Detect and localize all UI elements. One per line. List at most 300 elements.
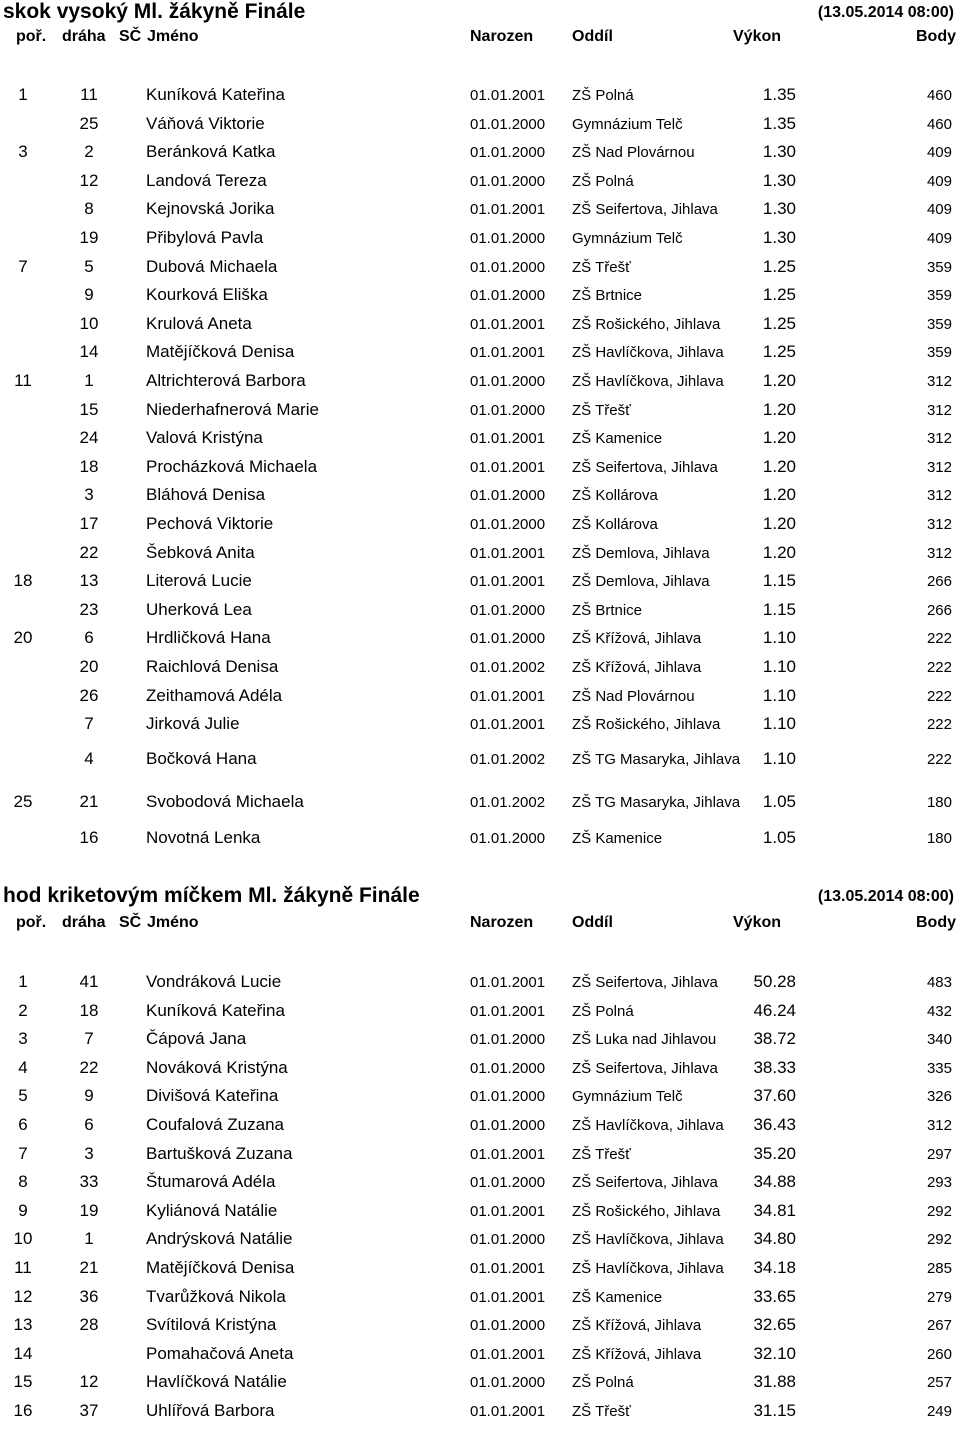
cell-draha: 16 bbox=[79, 828, 99, 847]
cell-oddil: ZŠ Havlíčkova, Jihlava bbox=[572, 1260, 724, 1277]
cell-jmeno: Nováková Kristýna bbox=[146, 1058, 288, 1077]
cell-jmeno: Svítilová Kristýna bbox=[146, 1315, 277, 1334]
cell-narozen: 01.01.2000 bbox=[470, 287, 546, 304]
cell-jmeno: Novotná Lenka bbox=[146, 828, 261, 847]
cell-vykon: 32.10 bbox=[753, 1344, 796, 1363]
cell-vykon: 1.25 bbox=[762, 314, 796, 333]
cell-narozen: 01.01.2001 bbox=[470, 344, 546, 361]
event-title-line bbox=[0, 0, 960, 26]
cell-jmeno: Raichlová Denisa bbox=[146, 657, 279, 676]
cell-vykon: 36.43 bbox=[753, 1115, 796, 1134]
cell-draha: 3 bbox=[84, 1144, 94, 1163]
table-header bbox=[0, 914, 960, 936]
cell-draha: 6 bbox=[84, 628, 94, 647]
cell-jmeno: Altrichterová Barbora bbox=[146, 371, 306, 390]
cell-vykon: 1.10 bbox=[762, 749, 796, 768]
table-row bbox=[0, 457, 960, 485]
cell-draha: 20 bbox=[79, 657, 99, 676]
cell-oddil: ZŠ Křížová, Jihlava bbox=[572, 659, 702, 676]
cell-por: 5 bbox=[18, 1086, 28, 1105]
cell-narozen: 01.01.2000 bbox=[470, 173, 546, 190]
cell-vykon: 37.60 bbox=[753, 1086, 796, 1105]
cell-draha: 1 bbox=[84, 1229, 94, 1248]
cell-draha: 13 bbox=[79, 571, 99, 590]
cell-draha: 6 bbox=[84, 1115, 94, 1134]
cell-jmeno: Pechová Viktorie bbox=[146, 514, 274, 533]
table-row bbox=[0, 1115, 960, 1143]
event-title-line bbox=[0, 884, 960, 910]
cell-oddil: ZŠ Třešť bbox=[572, 1403, 631, 1420]
cell-vykon: 46.24 bbox=[753, 1001, 796, 1020]
table-row bbox=[0, 199, 960, 227]
cell-por: 11 bbox=[14, 1258, 32, 1277]
cell-por: 3 bbox=[18, 142, 28, 161]
cell-vykon: 50.28 bbox=[753, 972, 796, 991]
cell-body: 222 bbox=[926, 688, 952, 705]
cell-draha: 37 bbox=[79, 1401, 99, 1420]
table-row bbox=[0, 1172, 960, 1200]
cell-body: 222 bbox=[926, 659, 952, 676]
cell-por: 12 bbox=[13, 1287, 33, 1306]
cell-oddil: ZŠ TG Masaryka, Jihlava bbox=[572, 751, 741, 768]
cell-draha: 9 bbox=[84, 1086, 94, 1105]
cell-narozen: 01.01.2001 bbox=[470, 573, 546, 590]
cell-jmeno: Matějíčková Denisa bbox=[146, 342, 295, 361]
cell-narozen: 01.01.2000 bbox=[470, 259, 546, 276]
table-row bbox=[0, 1086, 960, 1114]
table-row bbox=[0, 749, 960, 777]
cell-jmeno: Svobodová Michaela bbox=[146, 792, 304, 811]
cell-draha: 7 bbox=[84, 1029, 94, 1048]
table-row bbox=[0, 85, 960, 113]
cell-body: 409 bbox=[926, 173, 952, 190]
cell-oddil: ZŠ Křížová, Jihlava bbox=[572, 630, 702, 647]
cell-por: 9 bbox=[18, 1201, 28, 1220]
cell-vykon: 1.35 bbox=[762, 85, 796, 104]
event-title: skok vysoký Ml. žákyně Finále bbox=[3, 0, 306, 23]
cell-narozen: 01.01.2001 bbox=[470, 87, 546, 104]
cell-oddil: ZŠ Polná bbox=[572, 173, 634, 190]
cell-draha: 21 bbox=[79, 792, 99, 811]
cell-vykon: 1.20 bbox=[762, 514, 796, 533]
cell-body: 335 bbox=[926, 1060, 952, 1077]
table-row bbox=[0, 171, 960, 199]
cell-jmeno: Uhlířová Barbora bbox=[146, 1401, 275, 1420]
cell-oddil: ZŠ Havlíčkova, Jihlava bbox=[572, 373, 724, 390]
cell-vykon: 1.35 bbox=[762, 114, 796, 133]
cell-jmeno: Andrýsková Natálie bbox=[146, 1229, 293, 1248]
table-row bbox=[0, 600, 960, 628]
table-row bbox=[0, 1372, 960, 1400]
cell-vykon: 1.25 bbox=[762, 257, 796, 276]
cell-draha: 14 bbox=[79, 342, 99, 361]
cell-body: 460 bbox=[926, 87, 952, 104]
cell-narozen: 01.01.2001 bbox=[470, 1289, 546, 1306]
cell-jmeno: Coufalová Zuzana bbox=[146, 1115, 284, 1134]
table-row bbox=[0, 543, 960, 571]
cell-narozen: 01.01.2001 bbox=[470, 716, 546, 733]
cell-oddil: ZŠ Seifertova, Jihlava bbox=[572, 201, 718, 218]
cell-narozen: 01.01.2000 bbox=[470, 230, 546, 247]
cell-oddil: ZŠ Třešť bbox=[572, 402, 631, 419]
cell-jmeno: Niederhafnerová Marie bbox=[146, 400, 319, 419]
cell-narozen: 01.01.2001 bbox=[470, 974, 546, 991]
cell-body: 460 bbox=[926, 116, 952, 133]
cell-vykon: 1.30 bbox=[762, 199, 796, 218]
cell-narozen: 01.01.2000 bbox=[470, 487, 546, 504]
cell-narozen: 01.01.2001 bbox=[470, 1146, 546, 1163]
cell-oddil: Gymnázium Telč bbox=[572, 230, 683, 247]
cell-oddil: ZŠ Třešť bbox=[572, 1146, 631, 1163]
cell-vykon: 1.15 bbox=[762, 600, 796, 619]
cell-jmeno: Procházková Michaela bbox=[146, 457, 318, 476]
cell-por: 7 bbox=[18, 257, 28, 276]
cell-por: 20 bbox=[13, 628, 33, 647]
cell-vykon: 34.80 bbox=[753, 1229, 796, 1248]
table-row bbox=[0, 1001, 960, 1029]
cell-body: 359 bbox=[926, 259, 952, 276]
header-por: poř. bbox=[16, 914, 47, 931]
cell-narozen: 01.01.2001 bbox=[470, 201, 546, 218]
cell-jmeno: Havlíčková Natálie bbox=[146, 1372, 287, 1391]
cell-body: 359 bbox=[926, 344, 952, 361]
cell-body: 293 bbox=[926, 1174, 952, 1191]
cell-vykon: 31.15 bbox=[753, 1401, 796, 1420]
table-row bbox=[0, 657, 960, 685]
cell-jmeno: Hrdličková Hana bbox=[146, 628, 271, 647]
cell-oddil: ZŠ Demlova, Jihlava bbox=[572, 545, 710, 562]
cell-draha: 11 bbox=[80, 85, 98, 104]
cell-body: 326 bbox=[926, 1088, 952, 1105]
cell-vykon: 1.10 bbox=[762, 714, 796, 733]
cell-draha: 10 bbox=[79, 314, 99, 333]
table-row bbox=[0, 371, 960, 399]
table-row bbox=[0, 792, 960, 820]
cell-narozen: 01.01.2000 bbox=[470, 1374, 546, 1391]
cell-jmeno: Kejnovská Jorika bbox=[146, 199, 275, 218]
cell-narozen: 01.01.2001 bbox=[470, 1346, 546, 1363]
cell-draha: 36 bbox=[79, 1287, 99, 1306]
header-sc: SČ bbox=[119, 914, 142, 931]
cell-body: 312 bbox=[926, 430, 952, 447]
cell-body: 359 bbox=[926, 316, 952, 333]
cell-oddil: Gymnázium Telč bbox=[572, 1088, 683, 1105]
cell-por: 2 bbox=[18, 1001, 28, 1020]
cell-oddil: ZŠ Brtnice bbox=[572, 602, 643, 619]
table-row bbox=[0, 285, 960, 313]
cell-por: 3 bbox=[18, 1029, 28, 1048]
cell-jmeno: Jirková Julie bbox=[146, 714, 240, 733]
cell-por: 16 bbox=[13, 1401, 33, 1420]
cell-jmeno: Landová Tereza bbox=[146, 171, 267, 190]
cell-por: 10 bbox=[13, 1229, 33, 1248]
cell-narozen: 01.01.2002 bbox=[470, 659, 546, 676]
header-vykon: Výkon bbox=[733, 28, 782, 45]
cell-narozen: 01.01.2000 bbox=[470, 373, 546, 390]
cell-body: 267 bbox=[926, 1317, 952, 1334]
cell-jmeno: Uherková Lea bbox=[146, 600, 252, 619]
table-row bbox=[0, 514, 960, 542]
table-header bbox=[0, 28, 960, 50]
cell-oddil: ZŠ Třešť bbox=[572, 259, 631, 276]
table-row bbox=[0, 1144, 960, 1172]
cell-draha: 2 bbox=[84, 142, 94, 161]
table-row bbox=[0, 228, 960, 256]
header-draha: dráha bbox=[62, 914, 106, 931]
cell-draha: 19 bbox=[79, 1201, 99, 1220]
cell-jmeno: Literová Lucie bbox=[146, 571, 252, 590]
cell-draha: 8 bbox=[84, 199, 94, 218]
cell-narozen: 01.01.2000 bbox=[470, 1117, 546, 1134]
cell-oddil: ZŠ Polná bbox=[572, 1003, 634, 1020]
cell-narozen: 01.01.2001 bbox=[470, 316, 546, 333]
table-row bbox=[0, 972, 960, 1000]
cell-vykon: 1.20 bbox=[762, 543, 796, 562]
cell-body: 409 bbox=[926, 144, 952, 161]
cell-jmeno: Dubová Michaela bbox=[146, 257, 278, 276]
cell-oddil: ZŠ Rošického, Jihlava bbox=[572, 716, 721, 733]
cell-oddil: ZŠ Rošického, Jihlava bbox=[572, 316, 721, 333]
cell-oddil: ZŠ Havlíčkova, Jihlava bbox=[572, 1117, 724, 1134]
cell-por: 11 bbox=[14, 371, 32, 390]
cell-vykon: 1.10 bbox=[762, 628, 796, 647]
cell-body: 257 bbox=[926, 1374, 952, 1391]
cell-vykon: 1.20 bbox=[762, 485, 796, 504]
cell-body: 285 bbox=[926, 1260, 952, 1277]
table-row bbox=[0, 1058, 960, 1086]
cell-jmeno: Valová Kristýna bbox=[146, 428, 263, 447]
cell-jmeno: Bláhová Denisa bbox=[146, 485, 266, 504]
header-vykon: Výkon bbox=[733, 914, 782, 931]
cell-por: 18 bbox=[13, 571, 33, 590]
cell-narozen: 01.01.2000 bbox=[470, 1088, 546, 1105]
cell-por: 8 bbox=[18, 1172, 28, 1191]
cell-narozen: 01.01.2001 bbox=[470, 459, 546, 476]
cell-body: 266 bbox=[926, 573, 952, 590]
cell-draha: 22 bbox=[79, 1058, 99, 1077]
cell-jmeno: Pomahačová Aneta bbox=[146, 1344, 294, 1363]
cell-por: 4 bbox=[18, 1058, 28, 1077]
cell-draha: 25 bbox=[79, 114, 99, 133]
cell-jmeno: Čápová Jana bbox=[146, 1029, 247, 1048]
cell-narozen: 01.01.2000 bbox=[470, 602, 546, 619]
cell-draha: 3 bbox=[84, 485, 94, 504]
cell-draha: 28 bbox=[79, 1315, 99, 1334]
table-row bbox=[0, 314, 960, 342]
header-narozen: Narozen bbox=[470, 914, 534, 931]
cell-narozen: 01.01.2000 bbox=[470, 1174, 546, 1191]
cell-vykon: 32.65 bbox=[753, 1315, 796, 1334]
cell-draha: 19 bbox=[79, 228, 99, 247]
cell-narozen: 01.01.2001 bbox=[470, 430, 546, 447]
cell-por: 1 bbox=[18, 972, 28, 991]
cell-oddil: ZŠ Havlíčkova, Jihlava bbox=[572, 344, 724, 361]
table-row bbox=[0, 428, 960, 456]
header-body: Body bbox=[916, 28, 956, 45]
cell-oddil: ZŠ Luka nad Jihlavou bbox=[572, 1031, 717, 1048]
cell-por: 7 bbox=[18, 1144, 28, 1163]
cell-jmeno: Štumarová Adéla bbox=[146, 1172, 276, 1191]
header-oddil: Oddíl bbox=[572, 914, 613, 931]
cell-jmeno: Bartušková Zuzana bbox=[146, 1144, 293, 1163]
header-por: poř. bbox=[16, 28, 47, 45]
cell-jmeno: Matějíčková Denisa bbox=[146, 1258, 295, 1277]
cell-jmeno: Bočková Hana bbox=[146, 749, 257, 768]
cell-draha: 17 bbox=[79, 514, 99, 533]
cell-narozen: 01.01.2000 bbox=[470, 630, 546, 647]
cell-jmeno: Vondráková Lucie bbox=[146, 972, 282, 991]
cell-oddil: ZŠ TG Masaryka, Jihlava bbox=[572, 794, 741, 811]
cell-vykon: 34.81 bbox=[753, 1201, 796, 1220]
cell-body: 312 bbox=[926, 402, 952, 419]
table-row bbox=[0, 1344, 960, 1372]
table-row bbox=[0, 1315, 960, 1343]
cell-vykon: 1.20 bbox=[762, 371, 796, 390]
cell-narozen: 01.01.2001 bbox=[470, 545, 546, 562]
cell-body: 222 bbox=[926, 716, 952, 733]
cell-body: 432 bbox=[926, 1003, 952, 1020]
table-row bbox=[0, 485, 960, 513]
cell-draha: 4 bbox=[84, 749, 94, 768]
cell-jmeno: Divišová Kateřina bbox=[146, 1086, 279, 1105]
cell-jmeno: Šebková Anita bbox=[146, 543, 255, 562]
cell-oddil: ZŠ Seifertova, Jihlava bbox=[572, 1174, 718, 1191]
cell-narozen: 01.01.2001 bbox=[470, 688, 546, 705]
cell-narozen: 01.01.2000 bbox=[470, 1031, 546, 1048]
cell-narozen: 01.01.2000 bbox=[470, 402, 546, 419]
cell-por: 1 bbox=[18, 85, 28, 104]
cell-body: 266 bbox=[926, 602, 952, 619]
header-oddil: Oddíl bbox=[572, 28, 613, 45]
cell-draha: 23 bbox=[79, 600, 99, 619]
cell-narozen: 01.01.2001 bbox=[470, 1403, 546, 1420]
cell-narozen: 01.01.2002 bbox=[470, 794, 546, 811]
table-row bbox=[0, 828, 960, 856]
cell-narozen: 01.01.2001 bbox=[470, 1003, 546, 1020]
cell-narozen: 01.01.2000 bbox=[470, 144, 546, 161]
cell-body: 409 bbox=[926, 201, 952, 218]
cell-jmeno: Krulová Aneta bbox=[146, 314, 252, 333]
cell-body: 279 bbox=[926, 1289, 952, 1306]
cell-vykon: 1.20 bbox=[762, 400, 796, 419]
cell-jmeno: Kuníková Kateřina bbox=[146, 1001, 285, 1020]
cell-draha: 33 bbox=[79, 1172, 99, 1191]
cell-body: 483 bbox=[926, 974, 952, 991]
table-row bbox=[0, 1287, 960, 1315]
cell-body: 222 bbox=[926, 630, 952, 647]
cell-body: 222 bbox=[926, 751, 952, 768]
cell-oddil: ZŠ Kamenice bbox=[572, 430, 663, 447]
cell-narozen: 01.01.2000 bbox=[470, 1317, 546, 1334]
cell-oddil: ZŠ Kamenice bbox=[572, 830, 663, 847]
cell-body: 340 bbox=[926, 1031, 952, 1048]
table-row bbox=[0, 628, 960, 656]
cell-vykon: 1.20 bbox=[762, 428, 796, 447]
table-row bbox=[0, 1401, 960, 1429]
event-title: hod kriketovým míčkem Ml. žákyně Finále bbox=[3, 884, 420, 907]
cell-oddil: ZŠ Brtnice bbox=[572, 287, 643, 304]
cell-vykon: 1.25 bbox=[762, 285, 796, 304]
cell-vykon: 1.05 bbox=[762, 828, 796, 847]
cell-draha: 12 bbox=[79, 1372, 99, 1391]
cell-por: 15 bbox=[13, 1372, 33, 1391]
table-row bbox=[0, 1258, 960, 1286]
cell-vykon: 1.30 bbox=[762, 142, 796, 161]
cell-oddil: ZŠ Křížová, Jihlava bbox=[572, 1317, 702, 1334]
cell-jmeno: Zeithamová Adéla bbox=[146, 686, 283, 705]
cell-body: 312 bbox=[926, 545, 952, 562]
cell-narozen: 01.01.2000 bbox=[470, 116, 546, 133]
cell-body: 297 bbox=[926, 1146, 952, 1163]
cell-body: 292 bbox=[926, 1203, 952, 1220]
table-row bbox=[0, 400, 960, 428]
cell-oddil: ZŠ Havlíčkova, Jihlava bbox=[572, 1231, 724, 1248]
cell-body: 312 bbox=[926, 373, 952, 390]
cell-narozen: 01.01.2001 bbox=[470, 1203, 546, 1220]
cell-por: 14 bbox=[13, 1344, 33, 1363]
cell-body: 312 bbox=[926, 1117, 952, 1134]
cell-oddil: ZŠ Nad Plovárnou bbox=[572, 144, 695, 161]
cell-oddil: Gymnázium Telč bbox=[572, 116, 683, 133]
cell-body: 260 bbox=[926, 1346, 952, 1363]
cell-oddil: ZŠ Kollárova bbox=[572, 487, 658, 504]
table-row bbox=[0, 1029, 960, 1057]
cell-narozen: 01.01.2000 bbox=[470, 516, 546, 533]
table-row bbox=[0, 1201, 960, 1229]
cell-body: 312 bbox=[926, 516, 952, 533]
cell-oddil: ZŠ Nad Plovárnou bbox=[572, 688, 695, 705]
cell-draha: 26 bbox=[79, 686, 99, 705]
table-row bbox=[0, 1229, 960, 1257]
table-row bbox=[0, 257, 960, 285]
cell-por: 6 bbox=[18, 1115, 28, 1134]
cell-jmeno: Tvarůžková Nikola bbox=[146, 1287, 286, 1306]
cell-vykon: 38.33 bbox=[753, 1058, 796, 1077]
cell-oddil: ZŠ Demlova, Jihlava bbox=[572, 573, 710, 590]
cell-vykon: 1.20 bbox=[762, 457, 796, 476]
cell-draha: 41 bbox=[79, 972, 99, 991]
cell-draha: 22 bbox=[79, 543, 99, 562]
header-jmeno: Jméno bbox=[147, 28, 199, 45]
table-row bbox=[0, 686, 960, 714]
cell-draha: 18 bbox=[79, 457, 99, 476]
cell-narozen: 01.01.2000 bbox=[470, 830, 546, 847]
cell-draha: 5 bbox=[84, 257, 94, 276]
header-narozen: Narozen bbox=[470, 28, 534, 45]
header-jmeno: Jméno bbox=[147, 914, 199, 931]
cell-body: 359 bbox=[926, 287, 952, 304]
cell-oddil: ZŠ Seifertova, Jihlava bbox=[572, 974, 718, 991]
cell-vykon: 1.10 bbox=[762, 657, 796, 676]
cell-oddil: ZŠ Rošického, Jihlava bbox=[572, 1203, 721, 1220]
cell-vykon: 1.30 bbox=[762, 228, 796, 247]
cell-oddil: ZŠ Kollárova bbox=[572, 516, 658, 533]
event-time: (13.05.2014 08:00) bbox=[817, 888, 954, 905]
cell-jmeno: Přibylová Pavla bbox=[146, 228, 264, 247]
cell-narozen: 01.01.2001 bbox=[470, 1260, 546, 1277]
cell-vykon: 1.30 bbox=[762, 171, 796, 190]
header-sc: SČ bbox=[119, 28, 142, 45]
cell-narozen: 01.01.2002 bbox=[470, 751, 546, 768]
cell-body: 249 bbox=[926, 1403, 952, 1420]
cell-jmeno: Kyliánová Natálie bbox=[146, 1201, 278, 1220]
cell-draha: 15 bbox=[79, 400, 99, 419]
cell-narozen: 01.01.2000 bbox=[470, 1231, 546, 1248]
cell-narozen: 01.01.2000 bbox=[470, 1060, 546, 1077]
cell-draha: 18 bbox=[79, 1001, 99, 1020]
cell-draha: 7 bbox=[84, 714, 94, 733]
cell-oddil: ZŠ Křížová, Jihlava bbox=[572, 1346, 702, 1363]
